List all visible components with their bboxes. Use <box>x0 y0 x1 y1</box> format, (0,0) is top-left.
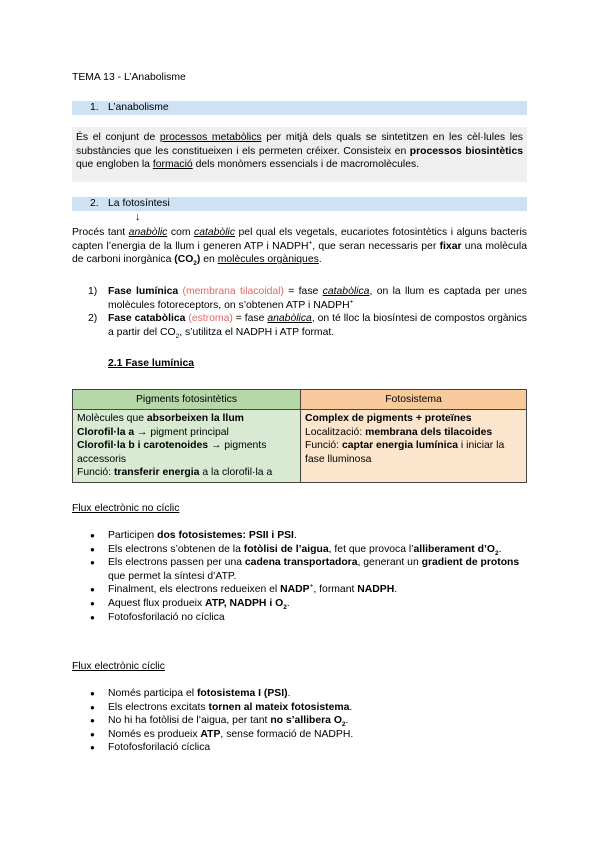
text: que engloben la <box>76 159 153 171</box>
list-number: 1) <box>88 286 98 297</box>
heading-flux-ciclic: Flux electrònic cíclic <box>72 661 165 672</box>
subscript: 2 <box>193 260 197 268</box>
text: Només participa el <box>108 688 197 699</box>
red-note: (estroma) <box>185 313 233 325</box>
pigments-fotosistema-table <box>72 389 527 483</box>
list-item <box>88 312 527 339</box>
bold-term: tornen al mateix fotosistema <box>208 701 350 713</box>
bold-term: alliberament d’O <box>413 543 495 555</box>
underlined-term: formació <box>152 159 193 171</box>
list-item <box>88 741 527 755</box>
down-arrow-icon: ↓ <box>135 211 141 223</box>
text: en <box>200 254 218 266</box>
text: Només es produeix <box>108 728 201 740</box>
text: pel qual els vegetals, eucariotes fotosintètics i alguns bacteris capten l’energia de la llum i generen ATP i NADPH <box>72 227 527 252</box>
underlined-term: processos metabòlics <box>159 132 262 143</box>
doc-title: TEMA 13 - L’Anabolisme <box>72 72 186 83</box>
underlined-term: catabòlica <box>322 286 370 297</box>
bold-term: membrana dels tilacoides <box>365 426 493 438</box>
text: una molècula de carboni inorgànica <box>72 240 527 266</box>
text: . <box>349 701 353 713</box>
bold-term: NADPH <box>357 584 395 596</box>
text: Els electrons excitats <box>108 701 209 713</box>
list-item <box>88 597 527 611</box>
section-heading-anabolisme <box>72 101 527 115</box>
flux-no-ciclic-list <box>88 529 527 624</box>
list-item <box>88 543 527 557</box>
text: Fotofosforilació no cíclica <box>108 611 225 623</box>
subscript: 2 <box>494 549 499 557</box>
list-item <box>88 701 527 715</box>
text: . <box>394 584 398 596</box>
list-item <box>88 611 527 625</box>
text: Aquest flux produeix <box>108 597 206 609</box>
text: a la clorofil·la a <box>199 467 273 479</box>
underlined-term: catabòlic <box>194 227 236 238</box>
text: , on té lloc la biosíntesi de compostos orgànics a partir del CO <box>108 313 528 338</box>
list-item <box>88 728 527 742</box>
table-header-row <box>73 390 527 410</box>
text: Molècules que <box>77 413 147 424</box>
superscript: + <box>309 582 314 590</box>
section-number: 2. <box>90 198 99 209</box>
text: i iniciar la fase lluminosa <box>305 440 505 465</box>
bold-term: ATP, NADPH i O <box>205 597 284 609</box>
table-header-pigments: Pigments fotosintètics <box>73 390 301 410</box>
bold-term: ATP <box>200 728 221 740</box>
text: Procés tant <box>72 227 129 238</box>
text: . <box>293 530 297 541</box>
bold-term: ) <box>196 254 201 266</box>
bold-term: (CO <box>174 254 194 266</box>
text: , que seran necessaris per <box>312 240 440 252</box>
bold-term: captar energia lumínica <box>341 440 459 452</box>
bold-term: no s’allibera O <box>270 715 342 727</box>
subscript: 2 <box>175 332 180 340</box>
bold-term: gradient de protons <box>421 557 520 569</box>
text: Els electrons s’obtenen de la <box>108 543 244 555</box>
text: No hi ha fotòlisi de l’aigua, per tant <box>108 715 271 727</box>
red-note: (membrana tilacoidal) <box>178 286 284 297</box>
subsection-title: 2.1 Fase lumínica <box>108 358 195 369</box>
text: dels monòmers essencials i de macromolècules. <box>192 159 420 171</box>
text: Finalment, els electrons redueixen el <box>108 584 281 596</box>
bold-term: transferir energia <box>113 467 200 479</box>
text: , sense formació de NADPH. <box>220 728 354 740</box>
table-cell-fotosistema <box>301 410 527 483</box>
list-item <box>88 687 527 701</box>
table-row <box>73 410 527 483</box>
text: com <box>167 227 195 238</box>
bold-term: dos fotosistemes: PSII i PSI <box>157 530 294 541</box>
phases-list <box>88 285 527 339</box>
list-item <box>88 285 527 312</box>
text: , formant <box>313 584 358 596</box>
fotosintesi-paragraph <box>72 226 527 267</box>
list-item <box>88 529 527 543</box>
bold-term: fotosistema I (PSI) <box>196 688 288 699</box>
text: , fet que provoca l’ <box>328 543 414 555</box>
text: És el conjunt de <box>76 132 160 143</box>
bold-term: Complex de pigments + proteïnes <box>305 413 472 424</box>
text: = fase <box>232 313 268 325</box>
list-item <box>88 583 527 597</box>
text: Funció: <box>77 467 114 479</box>
section-label: La fotosíntesi <box>108 198 170 209</box>
bold-term: Clorofil·la b i carotenoides <box>77 440 209 452</box>
table-header-fotosistema: Fotosistema <box>301 390 527 410</box>
underlined-term: molècules orgàniques <box>217 254 319 266</box>
subscript: 2 <box>283 604 287 612</box>
text: Participen <box>108 530 158 541</box>
text: . <box>286 597 290 609</box>
text: → pigment principal <box>134 426 229 438</box>
text: , on la llum es captada per unes molècules fotoreceptors, on s’obtenen ATP i NADPH <box>108 286 527 311</box>
bold-term: Fase catabòlica <box>108 313 186 325</box>
bold-term: fotòlisi de l’aigua <box>243 543 329 555</box>
bold-term: NADP <box>280 584 310 596</box>
list-number: 2) <box>88 313 98 325</box>
bold-term: cadena transportadora <box>244 557 358 569</box>
text: . <box>345 715 349 727</box>
bold-term: fixar <box>439 240 462 252</box>
list-item <box>88 714 527 728</box>
text: Fotofosforilació cíclica <box>108 742 211 754</box>
text: = fase <box>283 286 323 297</box>
superscript: + <box>349 298 354 306</box>
bold-term: Fase lumínica <box>108 286 179 297</box>
text: . <box>498 543 502 555</box>
bold-term: Clorofil·la a <box>77 426 135 438</box>
text: , generant un <box>357 557 422 569</box>
section-label: L’anabolisme <box>108 102 169 113</box>
text: . <box>318 254 322 266</box>
text: que permet la síntesi d’ATP. <box>108 570 237 582</box>
text: . <box>287 688 291 699</box>
text: Funció: <box>305 440 342 452</box>
subscript: 2 <box>341 721 346 729</box>
bold-term: processos biosintètics <box>409 145 523 157</box>
superscript: + <box>308 239 313 247</box>
text: → pigments accessoris <box>77 440 267 465</box>
heading-flux-no-ciclic: Flux electrònic no cíclic <box>72 503 180 514</box>
text: per mitjà dels quals se sintetitzen en les cèl·lules les substàncies que les constitueixen i els permeten créixer. Consisteix en <box>76 132 523 157</box>
text: , s’utilitza el NADPH i ATP format. <box>179 326 335 338</box>
intro-definition-box <box>72 127 527 182</box>
text: Els electrons passen per una <box>108 557 245 569</box>
list-item <box>88 556 527 583</box>
bold-term: absorbeixen la llum <box>146 413 244 424</box>
section-heading-fotosintesi <box>72 197 527 211</box>
text: Localització: <box>305 426 366 438</box>
table-cell-pigments <box>73 410 301 483</box>
underlined-term: anabòlic <box>128 227 168 238</box>
underlined-term: anabòlica <box>267 313 312 325</box>
flux-ciclic-list <box>88 687 527 755</box>
section-number: 1. <box>90 102 99 113</box>
